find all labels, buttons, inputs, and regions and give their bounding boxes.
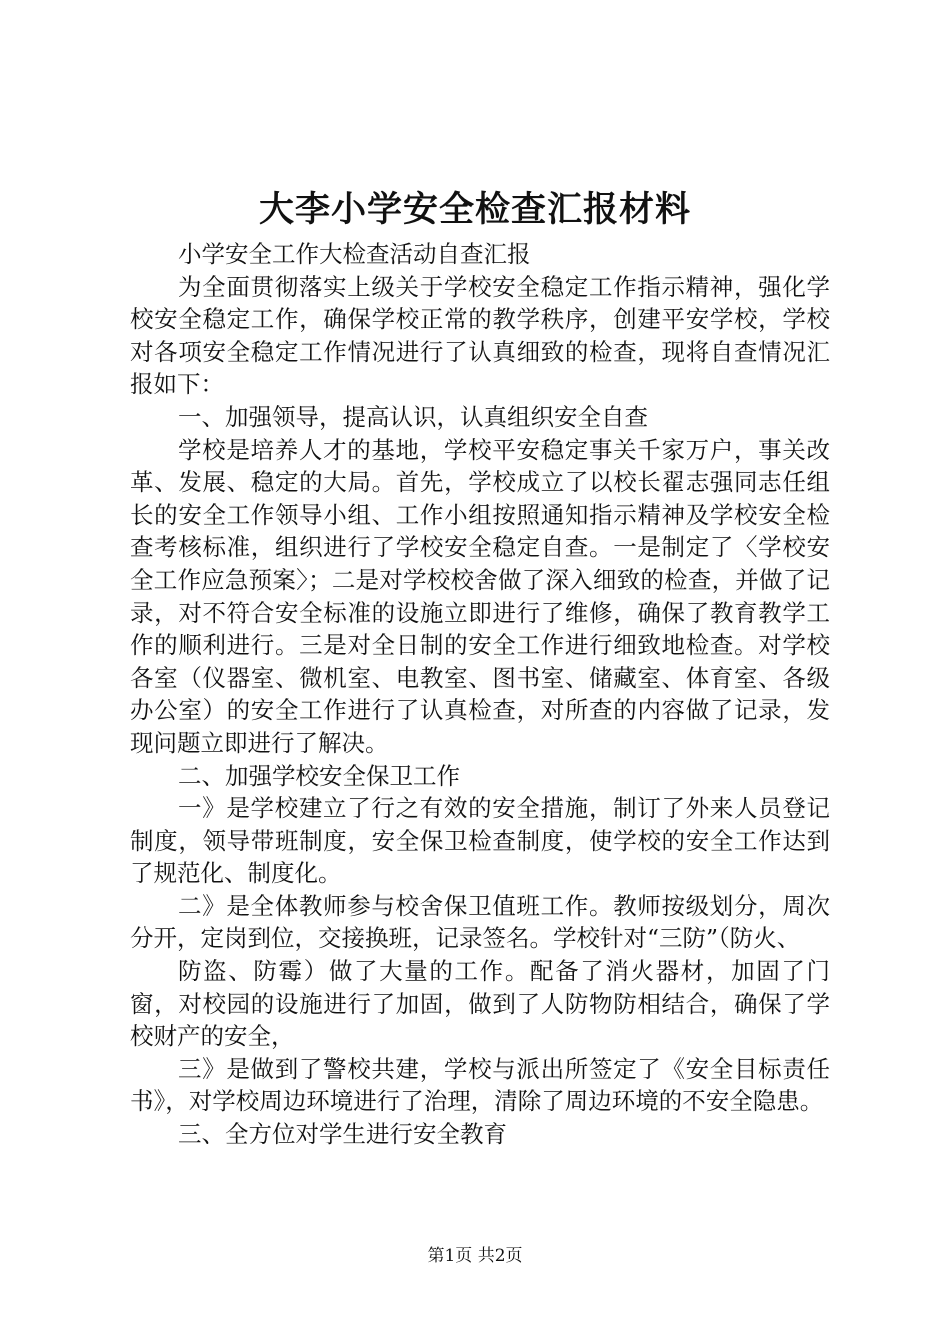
section-heading-2: 二、加强学校安全保卫工作 — [178, 761, 460, 790]
paragraph-item-3: 三》是做到了警校共建，学校与派出所签定了《安全目标责任书》，对学校周边环境进行了治理，清除了周边环境的不安全隐患。 — [130, 1054, 830, 1116]
paragraph-item-2: 二》是全体教师参与校舍保卫值班工作。教师按级划分，周次分开，定岗到位，交接换班，记录签名。学校针对“三防”（防火、 — [130, 891, 830, 953]
document-body — [130, 238, 830, 1151]
page-footer: 第1页 共2页 — [427, 1246, 523, 1266]
paragraph-item-1: 一》是学校建立了行之有效的安全措施，制订了外来人员登记制度，领导带班制度，安全保卫检查制度，使学校的安全工作达到了规范化、制度化。 — [130, 794, 830, 888]
paragraph-intro: 为全面贯彻落实上级关于学校安全稳定工作指示精神，强化学校安全稳定工作，确保学校正常的教学秩序，创建平安学校，学校对各项安全稳定工作情况进行了认真细致的检查，现将自查情况汇报如下： — [130, 272, 830, 399]
paragraph-section-1: 学校是培养人才的基地，学校平安稳定事关千家万户，事关改革、发展、稳定的大局。首先，学校成立了以校长翟志强同志任组长的安全工作领导小组、工作小组按照通知指示精神及学校安全检查考核标准，组织进行了学校安全稳定自查。一是制定了〈学校安全工作应急预案〉；二是对学校校舍做了深入细致的检查，并做了记录，对不符合安全标准的设施立即进行了维修，确保了教育教学工作的顺利进行。三是对全日制的安全工作进行细致地检查。对学校各室（仪器室、微机室、电教室、图书室、储藏室、体育室、各级办公室）的安全工作进行了认真检查，对所查的内容做了记录，发现问题立即进行了解决。 — [130, 435, 830, 757]
paragraph-item-2-cont: 防盗、防霉）做了大量的工作。配备了消火器材，加固了门窗，对校园的设施进行了加固，做到了人防物防相结合，确保了学校财产的安全， — [130, 957, 830, 1051]
paragraph-subtitle: 小学安全工作大检查活动自查汇报 — [178, 240, 531, 268]
section-heading-1: 一、加强领导，提高认识，认真组织安全自查 — [178, 402, 648, 431]
document-title: 大李小学安全检查汇报材料 — [258, 189, 691, 230]
section-heading-3: 三、全方位对学生进行安全教育 — [178, 1120, 507, 1149]
